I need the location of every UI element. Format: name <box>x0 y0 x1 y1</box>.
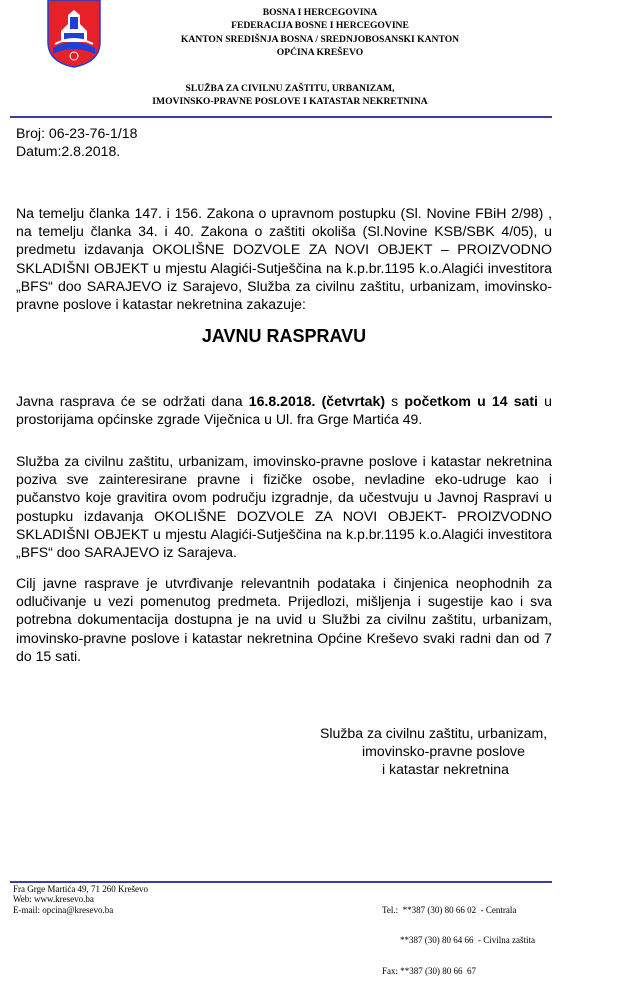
municipality-coat-of-arms-logo <box>47 0 101 68</box>
document-date: Datum:2.8.2018. <box>16 143 121 160</box>
hearing-details-paragraph <box>16 392 552 428</box>
footer-web: Web: www.kresevo.ba <box>13 894 94 905</box>
header-line: BOSNA I HERCEGOVINA <box>262 7 378 18</box>
header-service <box>80 83 500 108</box>
footer-fax: Fax: **387 (30) 80 66 67 <box>382 966 476 977</box>
signature-block <box>320 724 547 779</box>
service-line: IMOVINSKO-PRAVNE POSLOVE I KATASTAR NEKRETNINA <box>152 95 428 107</box>
text: Javna rasprava će se održati dana <box>16 393 249 409</box>
document-title: JAVNU RASPRAVU <box>201 326 367 346</box>
footer-address-line: Fra Grge Martića 49, 71 260 Kreševo <box>13 884 149 894</box>
signature-line: Služba za civilnu zaštitu, urbanizam, <box>320 725 548 741</box>
footer-phone: **387 (30) 80 64 66 - Civilna zaštita <box>382 935 535 946</box>
header-divider <box>10 116 552 118</box>
header-institution <box>110 6 530 59</box>
footer-address <box>13 884 148 915</box>
footer-contacts <box>382 884 535 987</box>
header-line: FEDERACIJA BOSNE I HERCEGOVINE <box>231 20 409 32</box>
reference-block <box>16 124 552 160</box>
footer-email: E-mail: opcina@kresevo.ba <box>13 904 114 915</box>
text: s <box>385 393 405 409</box>
footer-divider <box>10 881 552 883</box>
signature-line: i katastar nekretnina <box>382 761 509 778</box>
header-line: OPĆINA KREŠEVO <box>276 46 364 58</box>
footer-phone: Tel.: **387 (30) 80 66 02 - Centrala <box>382 904 517 915</box>
service-line: SLUŽBA ZA CIVILNU ZAŠTITU, URBANIZAM, <box>185 83 395 94</box>
invitation-paragraph: Služba za civilnu zaštitu, urbanizam, imovinsko-pravne poslove i katastar nekretnina poziva sve zainteresirane pravne i fizičke osobe, nevladine eko-udruge kao i pučanstvo koje gravitira ovom području izgradnje, da učestvuju u Javnoj Raspravi u postupku izdavanja OKOLIŠNE DOZVOLE ZA NOVI OBJEKT- PROIZVODNO SKLADIŠNI OBJEKT u mjestu Alagići-Sutješčina na k.p.br.1195 k.o.Alagići investitora „BFS“ doo SARAJEVO iz Sarajeva. <box>16 453 552 561</box>
header-line: KANTON SREDIŠNJA BOSNA / SREDNJOBOSANSKI KANTON <box>180 33 460 45</box>
text: u prostorijama općinske zgrade Viječnica u Ul. fra Grge Martića 49. <box>16 393 552 428</box>
hearing-date: 16.8.2018. (četvrtak) <box>248 393 386 409</box>
signature-line: imovinsko-pravne poslove <box>362 743 525 760</box>
purpose-paragraph: Cilj javne rasprave je utvrđivanje relevantnih podataka i činjenica neophodnih za odlučivanje u vezi pomenutog predmeta. Prijedlozi, mišljenja i sugestije kao i sva potrebna dokumentacija dostupna je na uvid u Službi za civilnu zaštitu, urbanizam, imovinsko-pravne poslove i katastar nekretnina Općine Kreševo svaki radni dan od 7 do 15 sati. <box>16 575 552 664</box>
legal-basis-paragraph: Na temelju članka 147. i 156. Zakona o upravnom postupku (Sl. Novine FBiH 2/98) , na temelju članka 34. i 40. Zakona o zaštiti okoliša (Sl.Novine KSB/SBK 4/05), u predmetu izdavanja OKOLIŠNE DOZVOLE ZA NOVI OBJEKT – PROIZVODNO SKLADIŠNI OBJEKT u mjestu Alagići-Sutješčina na k.p.br.1195 k.o.Alagići investitora „BFS“ doo SARAJEVO iz Sarajevo, Služba za civilnu zaštitu, urbanizam, imovinsko-pravne poslove i katastar nekretnina zakazuje: <box>16 205 552 313</box>
hearing-time: početkom u 14 sati <box>404 393 538 409</box>
reference-number: Broj: 06-23-76-1/18 <box>16 125 138 141</box>
